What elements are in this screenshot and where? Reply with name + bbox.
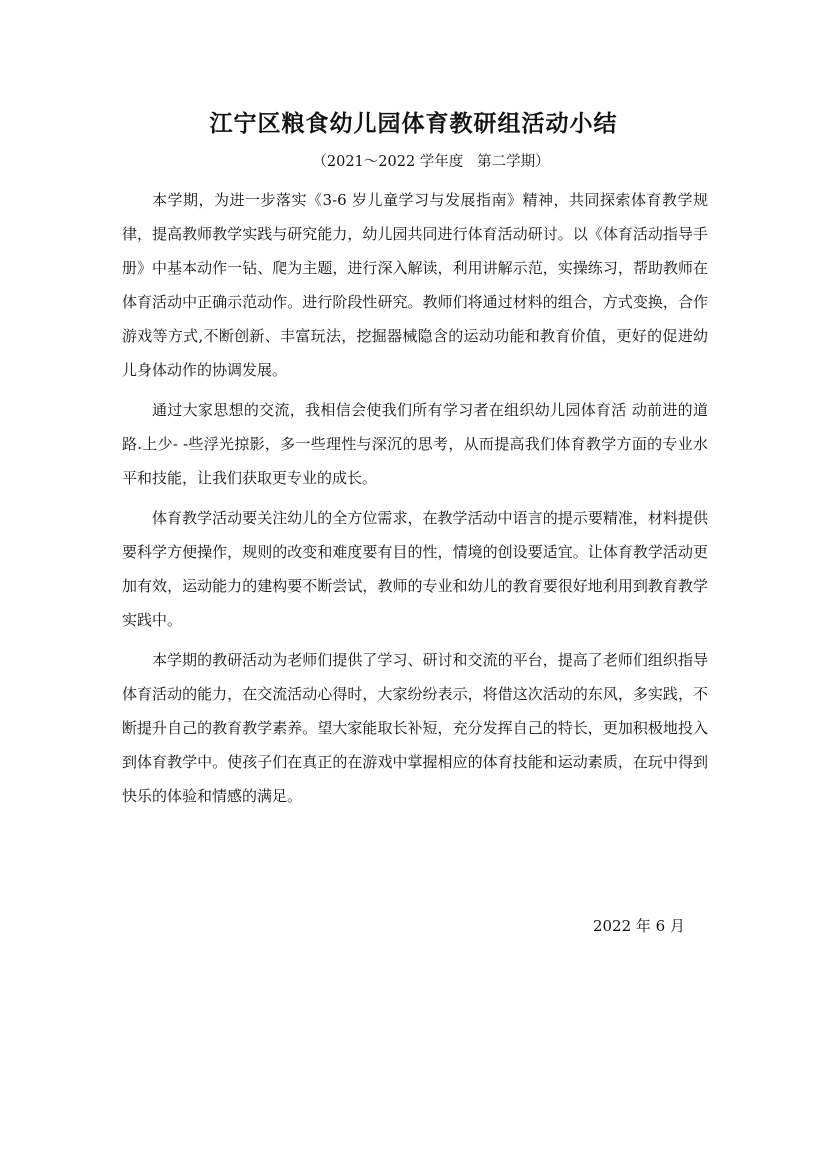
paragraph-2: 通过大家思想的交流，我相信会使我们所有学习者在组织幼儿园体育活 动前进的道路.上少- -些浮光掠影，多一些理性与深沉的思考，从而提高我们体育教学方面的专业水平和技能，让我们获取更专业的成长。 — [122, 401, 708, 487]
paragraph-1: 本学期，为进一步落实《3-6 岁儿童学习与发展指南》精神，共同探索体育教学规律，提高教师教学实践与研究能力，幼儿园共同进行体育活动研讨。以《体育活动指导手册》中基本动作一钻、爬为主题，进行深入解读，利用讲解示范，实操练习，帮助教师在体育活动中正确示范动作。进行阶段性研究。教师们将通过材料的组合，方式变换，合作游戏等方式,不断创新、丰富玩法，挖掘器械隐含的运动功能和教育价值，更好的促进幼儿身体动作的协调发展。 — [122, 191, 708, 379]
document-date: 2022 年 6 月 — [592, 917, 685, 935]
document-body — [122, 183, 708, 813]
paragraph-3: 体育教学活动要关注幼儿的全方位需求，在教学活动中语言的提示要精准，材料提供要科学方便操作，规则的改变和难度要有目的性，情境的创设要适宜。让体育教学活动更加有效，运动能力的建构要不断尝试，教师的专业和幼儿的教育要很好地利用到教育教学实践中。 — [122, 509, 708, 629]
document-title: 江宁区粮食幼儿园体育教研组活动小结 — [209, 110, 618, 137]
document-subtitle: （2021～2022 学年度 第二学期） — [312, 154, 550, 170]
paragraph-4: 本学期的教研活动为老师们提供了学习、研讨和交流的平台，提高了老师们组织指导体育活动的能力，在交流活动心得时，大家纷纷表示，将借这次活动的东风，多实践，不断提升自己的教育教学素养。望大家能取长补短，充分发挥自己的特长，更加积极地投入到体育教学中。使孩子们在真正的在游戏中掌握相应的体育技能和运动素质，在玩中得到快乐的体验和情感的满足。 — [122, 651, 708, 805]
